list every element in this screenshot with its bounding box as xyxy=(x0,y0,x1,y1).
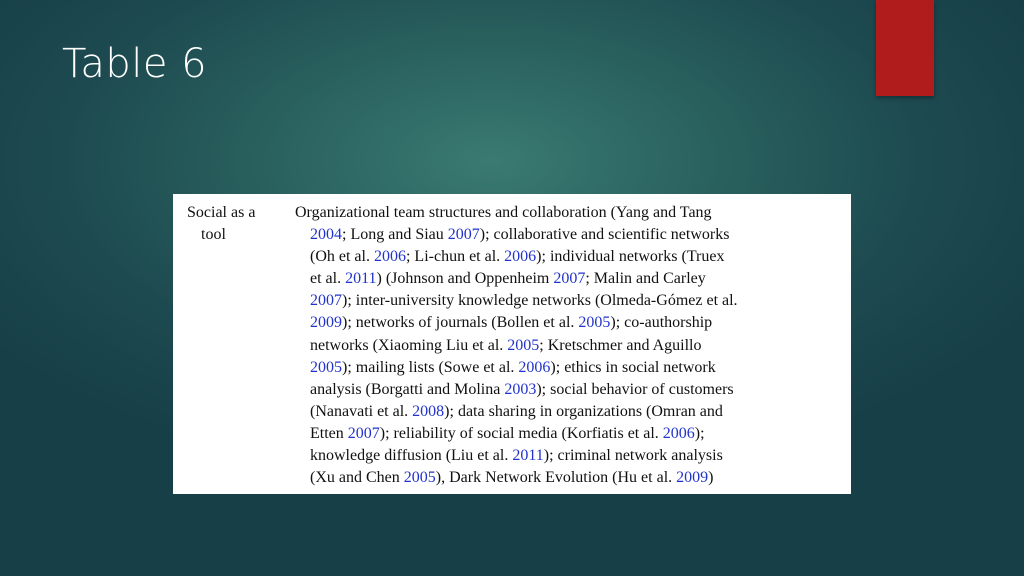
reference-year-link[interactable]: 2007 xyxy=(310,292,342,310)
description-text: ); data sharing in organizations (Omran and xyxy=(444,402,723,420)
table-row-description xyxy=(295,202,835,489)
description-line xyxy=(295,202,835,224)
description-line xyxy=(295,312,835,334)
description-text: ); ethics in social network xyxy=(550,358,716,376)
description-text: ); criminal network analysis xyxy=(543,447,723,465)
reference-year-link[interactable]: 2004 xyxy=(310,226,342,244)
description-line xyxy=(295,445,835,467)
table-image xyxy=(173,194,851,494)
row-label-line-1: Social as a xyxy=(187,204,256,221)
reference-year-link[interactable]: 2003 xyxy=(504,380,537,398)
slide-title: Table 6 xyxy=(62,41,208,87)
description-text: (Oh et al. xyxy=(310,248,374,266)
description-line xyxy=(295,467,835,489)
description-text: ); inter-university knowledge networks (Olmeda-Gómez et al. xyxy=(342,292,738,310)
reference-year-link[interactable]: 2005 xyxy=(507,336,540,354)
description-text: Etten xyxy=(310,424,348,442)
description-line xyxy=(295,401,835,423)
description-text: knowledge diffusion (Liu et al. xyxy=(310,447,513,465)
description-text: (Xu and Chen xyxy=(310,469,404,487)
description-text: Organizational team structures and collaboration (Yang and Tang xyxy=(295,204,712,221)
description-line xyxy=(295,246,835,268)
description-text: ) xyxy=(708,469,714,487)
description-text: ); social behavior of customers xyxy=(536,380,734,398)
description-text: ; Li-chun et al. xyxy=(405,248,505,266)
reference-year-link[interactable]: 2009 xyxy=(310,314,342,332)
description-line xyxy=(295,357,835,379)
description-line xyxy=(295,335,835,357)
description-text: ; Malin and Carley xyxy=(585,270,706,288)
description-text: ; Long and Siau xyxy=(342,226,448,244)
reference-year-link[interactable]: 2008 xyxy=(412,402,445,420)
row-label-line-2: tool xyxy=(201,226,226,244)
table-row-label xyxy=(187,202,285,246)
description-text: ); networks of journals (Bollen et al. xyxy=(342,314,579,332)
description-text: ); mailing lists (Sowe et al. xyxy=(342,358,519,376)
description-text: networks (Xiaoming Liu et al. xyxy=(310,336,508,354)
description-text: et al. xyxy=(310,270,346,288)
reference-year-link[interactable]: 2005 xyxy=(578,314,611,332)
reference-year-link[interactable]: 2007 xyxy=(347,424,380,442)
description-text: ); individual networks (Truex xyxy=(536,248,725,266)
reference-year-link[interactable]: 2009 xyxy=(676,469,709,487)
description-text: ); reliability of social media (Korfiatis et al. xyxy=(379,424,663,442)
reference-year-link[interactable]: 2011 xyxy=(345,270,377,288)
description-line xyxy=(295,224,835,246)
reference-year-link[interactable]: 2007 xyxy=(553,270,586,288)
description-text: (Nanavati et al. xyxy=(310,402,413,420)
description-text: ) (Johnson and Oppenheim xyxy=(376,270,554,288)
description-line xyxy=(295,379,835,401)
description-line xyxy=(295,268,835,290)
description-text: ; Kretschmer and Aguillo xyxy=(539,336,702,354)
reference-year-link[interactable]: 2007 xyxy=(447,226,480,244)
reference-year-link[interactable]: 2006 xyxy=(662,424,695,442)
description-line xyxy=(295,290,835,312)
reference-year-link[interactable]: 2005 xyxy=(310,358,342,376)
reference-year-link[interactable]: 2006 xyxy=(518,358,551,376)
description-text: ); co-authorship xyxy=(610,314,713,332)
reference-year-link[interactable]: 2011 xyxy=(512,447,544,465)
reference-year-link[interactable]: 2006 xyxy=(504,248,537,266)
red-accent-bar xyxy=(876,0,934,96)
description-text: ); xyxy=(694,424,705,442)
description-line xyxy=(295,423,835,445)
description-text: analysis (Borgatti and Molina xyxy=(310,380,505,398)
description-text: ), Dark Network Evolution (Hu et al. xyxy=(435,469,677,487)
reference-year-link[interactable]: 2005 xyxy=(403,469,436,487)
reference-year-link[interactable]: 2006 xyxy=(373,248,406,266)
description-text: ); collaborative and scientific networks xyxy=(479,226,730,244)
